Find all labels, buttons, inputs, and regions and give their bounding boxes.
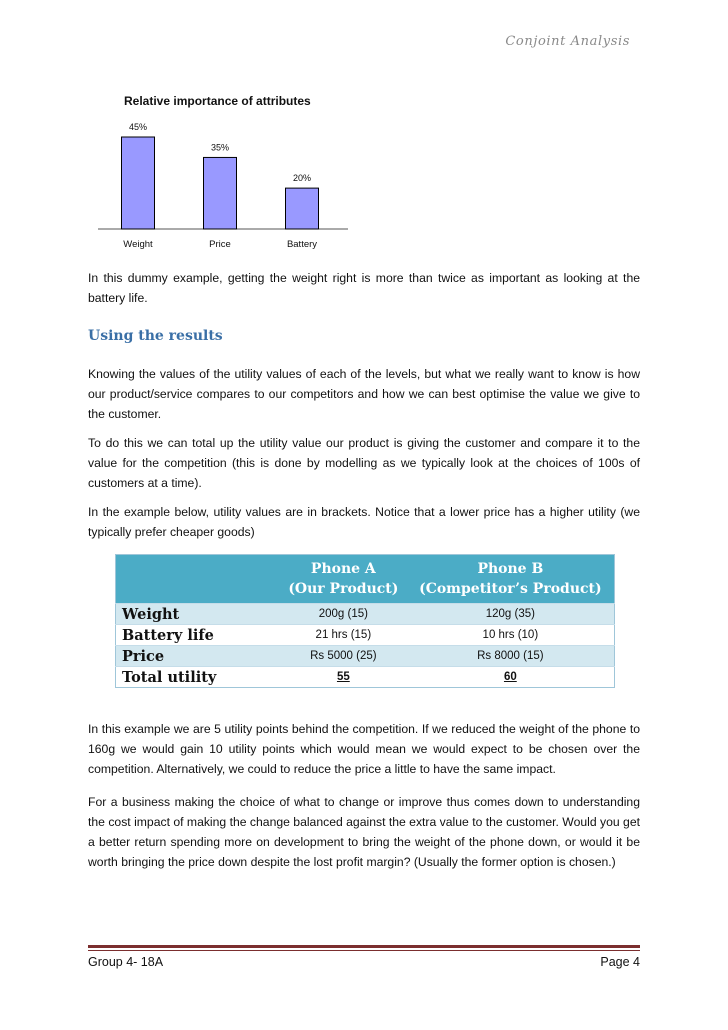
section-heading: Using the results — [88, 328, 223, 344]
cell-phone-b-price: Rs 8000 (15) — [407, 646, 615, 667]
cell-phone-a-price: Rs 5000 (25) — [280, 646, 407, 667]
data-label-weight: 45% — [128, 122, 148, 132]
row-label-weight: Weight — [116, 604, 281, 625]
row-label-total: Total utility — [116, 667, 281, 688]
bar-price — [204, 157, 237, 229]
cell-phone-b-battery: 10 hrs (10) — [407, 625, 615, 646]
header-title: Conjoint Analysis — [505, 34, 630, 49]
bar-weight — [122, 137, 155, 229]
tick-label-battery: Battery — [286, 239, 318, 250]
cell-phone-a-weight: 200g (15) — [280, 604, 407, 625]
row-label-price: Price — [116, 646, 281, 667]
cell-phone-a-battery: 21 hrs (15) — [280, 625, 407, 646]
chart-plot — [86, 85, 356, 265]
data-label-battery: 20% — [292, 173, 312, 184]
tick-label-price: Price — [209, 239, 231, 250]
table-header-row — [116, 555, 615, 604]
phone-b-name: Phone B — [477, 561, 544, 577]
row-label-battery: Battery life — [116, 625, 281, 646]
table-header-phone-b — [407, 555, 615, 604]
table-header-blank — [116, 555, 281, 604]
table-header-phone-a — [280, 555, 407, 604]
cell-phone-a-total: 55 — [280, 667, 407, 688]
table-row-total — [116, 667, 615, 688]
footer-group: Group 4- 18A — [88, 955, 164, 969]
cell-phone-b-weight: 120g (35) — [407, 604, 615, 625]
paragraph-utility-values: Knowing the values of the utility values of each of the levels, but what we really want to know is how our product/service compares to our competitors and how we can best optimise the value we give to the customer. — [88, 367, 640, 421]
table-row — [116, 625, 615, 646]
paragraph-comparison: In this example we are 5 utility points behind the competition. If we reduced the weight of the phone to 160g we would gain 10 utility points which would mean we would expect to be chosen over the competition. Alternatively, we could to reduce the price a little to have the same impact. — [88, 722, 640, 776]
utility-table — [115, 554, 615, 688]
tick-label-weight: Weight — [123, 239, 153, 250]
paragraph-intro: In this dummy example, getting the weight right is more than twice as important as looking at the battery life. — [88, 271, 640, 305]
table-row — [116, 604, 615, 625]
footer-rule — [88, 945, 640, 948]
cell-phone-b-total: 60 — [407, 667, 615, 688]
chart-title: Relative importance of attributes — [124, 94, 311, 108]
phone-b-subtitle: (Competitor’s Product) — [419, 581, 602, 597]
footer-page-number: Page 4 — [600, 955, 640, 969]
table-row — [116, 646, 615, 667]
paragraph-business: For a business making the choice of what to change or improve thus comes down to understanding the cost impact of making the change balanced against the extra value to the customer. Would you get a better return spending more on development to bring the weight of the phone down, or would it be worth bringing the price down despite the lost profit margin? (Usually the former option is chosen.) — [88, 795, 640, 869]
paragraph-total-utility: To do this we can total up the utility value our product is giving the customer and compare it to the value for the competition (this is done by modelling as we typically look at the choices of 100s of customers at a time). — [88, 436, 640, 490]
importance-chart — [86, 85, 356, 265]
data-label-price: 35% — [210, 142, 230, 153]
footer-rule-thin — [88, 950, 640, 951]
paragraph-example: In the example below, utility values are in brackets. Notice that a lower price has a higher utility (we typically prefer cheaper goods) — [88, 505, 640, 539]
bar-battery — [286, 188, 319, 229]
phone-a-subtitle: (Our Product) — [288, 581, 399, 597]
phone-a-name: Phone A — [310, 561, 376, 577]
